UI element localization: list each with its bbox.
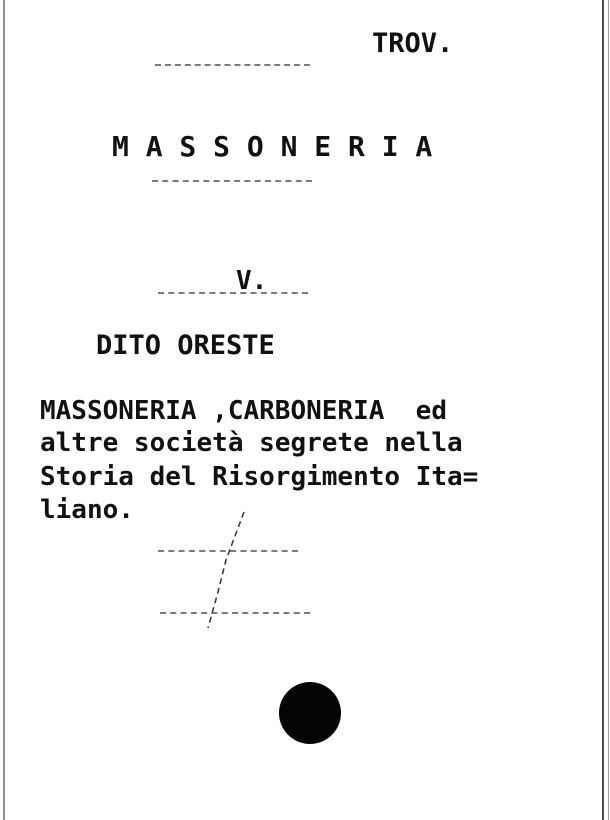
divider-line xyxy=(160,612,310,614)
title-line: altre società segrete nella xyxy=(40,428,463,458)
subject-heading: M A S S O N E R I A xyxy=(112,130,433,163)
divider-line xyxy=(152,180,312,182)
divider-line xyxy=(158,292,308,294)
title-line: Storia del Risorgimento Ita= xyxy=(40,462,479,492)
title-line: liano. xyxy=(40,495,134,525)
section-letter: V. xyxy=(236,266,268,296)
card-right-edge-outer xyxy=(608,0,609,820)
card-left-edge xyxy=(3,0,5,820)
author-name: DITO ORESTE xyxy=(96,330,275,361)
title-line: MASSONERIA ,CARBONERIA ed xyxy=(40,396,447,426)
divider-line xyxy=(155,64,310,66)
divider-line xyxy=(158,550,298,552)
punch-hole xyxy=(279,682,341,744)
pencil-stroke-path xyxy=(208,512,244,628)
card-right-edge xyxy=(602,0,604,820)
location-mark: TROV. xyxy=(372,28,454,59)
